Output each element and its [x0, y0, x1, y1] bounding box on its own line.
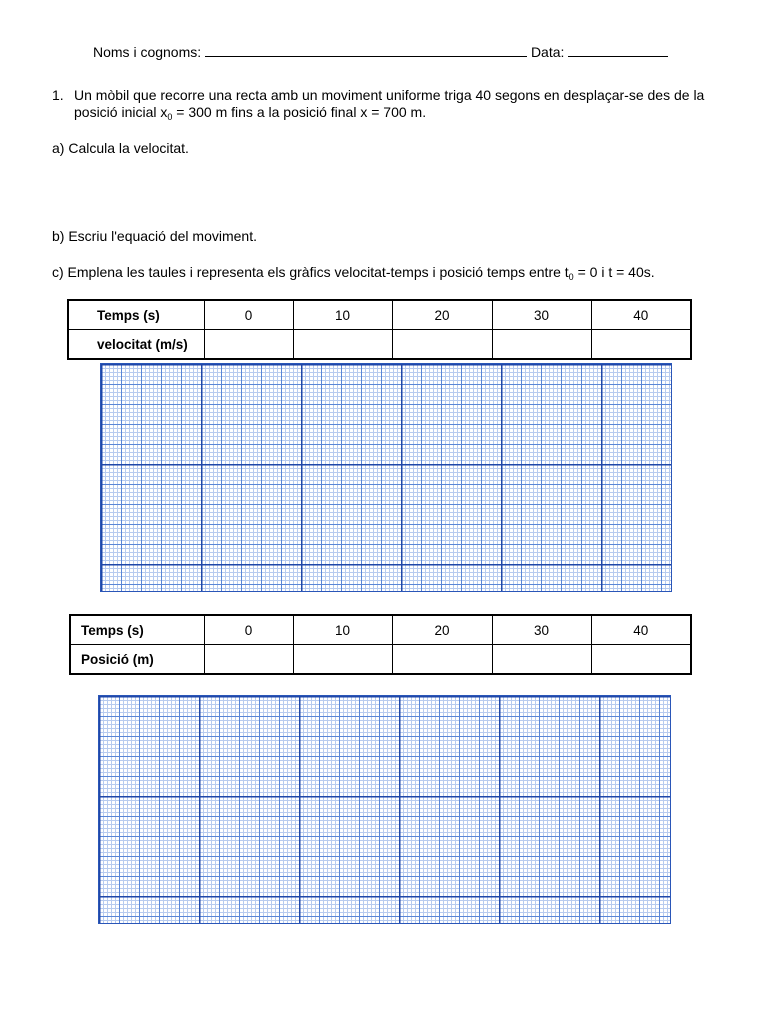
time-cell: 10 [293, 615, 392, 645]
time-header: Temps (s) [68, 300, 204, 330]
part-a: a) Calcula la velocitat. [52, 140, 189, 156]
name-label: Noms i cognoms: [93, 44, 202, 60]
time-header: Temps (s) [70, 615, 204, 645]
velocity-cell[interactable] [591, 330, 691, 360]
time-cell: 30 [492, 615, 591, 645]
time-cell: 20 [392, 615, 492, 645]
velocity-cell[interactable] [204, 330, 293, 360]
velocity-graph-paper[interactable] [100, 363, 672, 592]
time-cell: 10 [293, 300, 392, 330]
time-cell: 30 [492, 300, 591, 330]
header-line [93, 43, 668, 61]
date-field[interactable] [568, 43, 668, 57]
table-row [70, 645, 691, 675]
statement-subscript: 0 [167, 112, 173, 122]
part-c-text-b: = 0 i t = 40s. [573, 264, 655, 280]
table-row [68, 300, 691, 330]
part-c-text-a: c) Emplena les taules i representa els gràfics velocitat-temps i posició temps entre t [52, 264, 569, 280]
exercise-number: 1. [52, 87, 64, 103]
table-row [70, 615, 691, 645]
time-cell: 0 [204, 615, 293, 645]
statement-text-b: = 300 m fins a la posició final x = 700 m. [172, 104, 427, 120]
velocity-cell[interactable] [293, 330, 392, 360]
position-graph-paper[interactable] [98, 695, 671, 924]
position-table [69, 614, 692, 675]
position-cell[interactable] [591, 645, 691, 675]
statement-text-a: posició inicial x [74, 104, 168, 120]
part-c-subscript: 0 [568, 272, 574, 282]
position-cell[interactable] [392, 645, 492, 675]
velocity-table [67, 299, 692, 360]
velocity-header: velocitat (m/s) [68, 330, 204, 360]
name-field[interactable] [205, 43, 527, 57]
time-cell: 40 [591, 615, 691, 645]
date-label: Data: [530, 44, 565, 60]
table-row [68, 330, 691, 360]
position-cell[interactable] [293, 645, 392, 675]
part-b: b) Escriu l'equació del moviment. [52, 228, 257, 244]
position-cell[interactable] [204, 645, 293, 675]
time-cell: 0 [204, 300, 293, 330]
velocity-cell[interactable] [392, 330, 492, 360]
position-header: Posició (m) [70, 645, 204, 675]
exercise-statement-line1: Un mòbil que recorre una recta amb un moviment uniforme triga 40 segons en desplaçar-se des de la [74, 87, 705, 103]
velocity-cell[interactable] [492, 330, 591, 360]
position-cell[interactable] [492, 645, 591, 675]
part-c [52, 264, 655, 281]
time-cell: 20 [392, 300, 492, 330]
time-cell: 40 [591, 300, 691, 330]
exercise-statement-line2 [74, 104, 426, 121]
